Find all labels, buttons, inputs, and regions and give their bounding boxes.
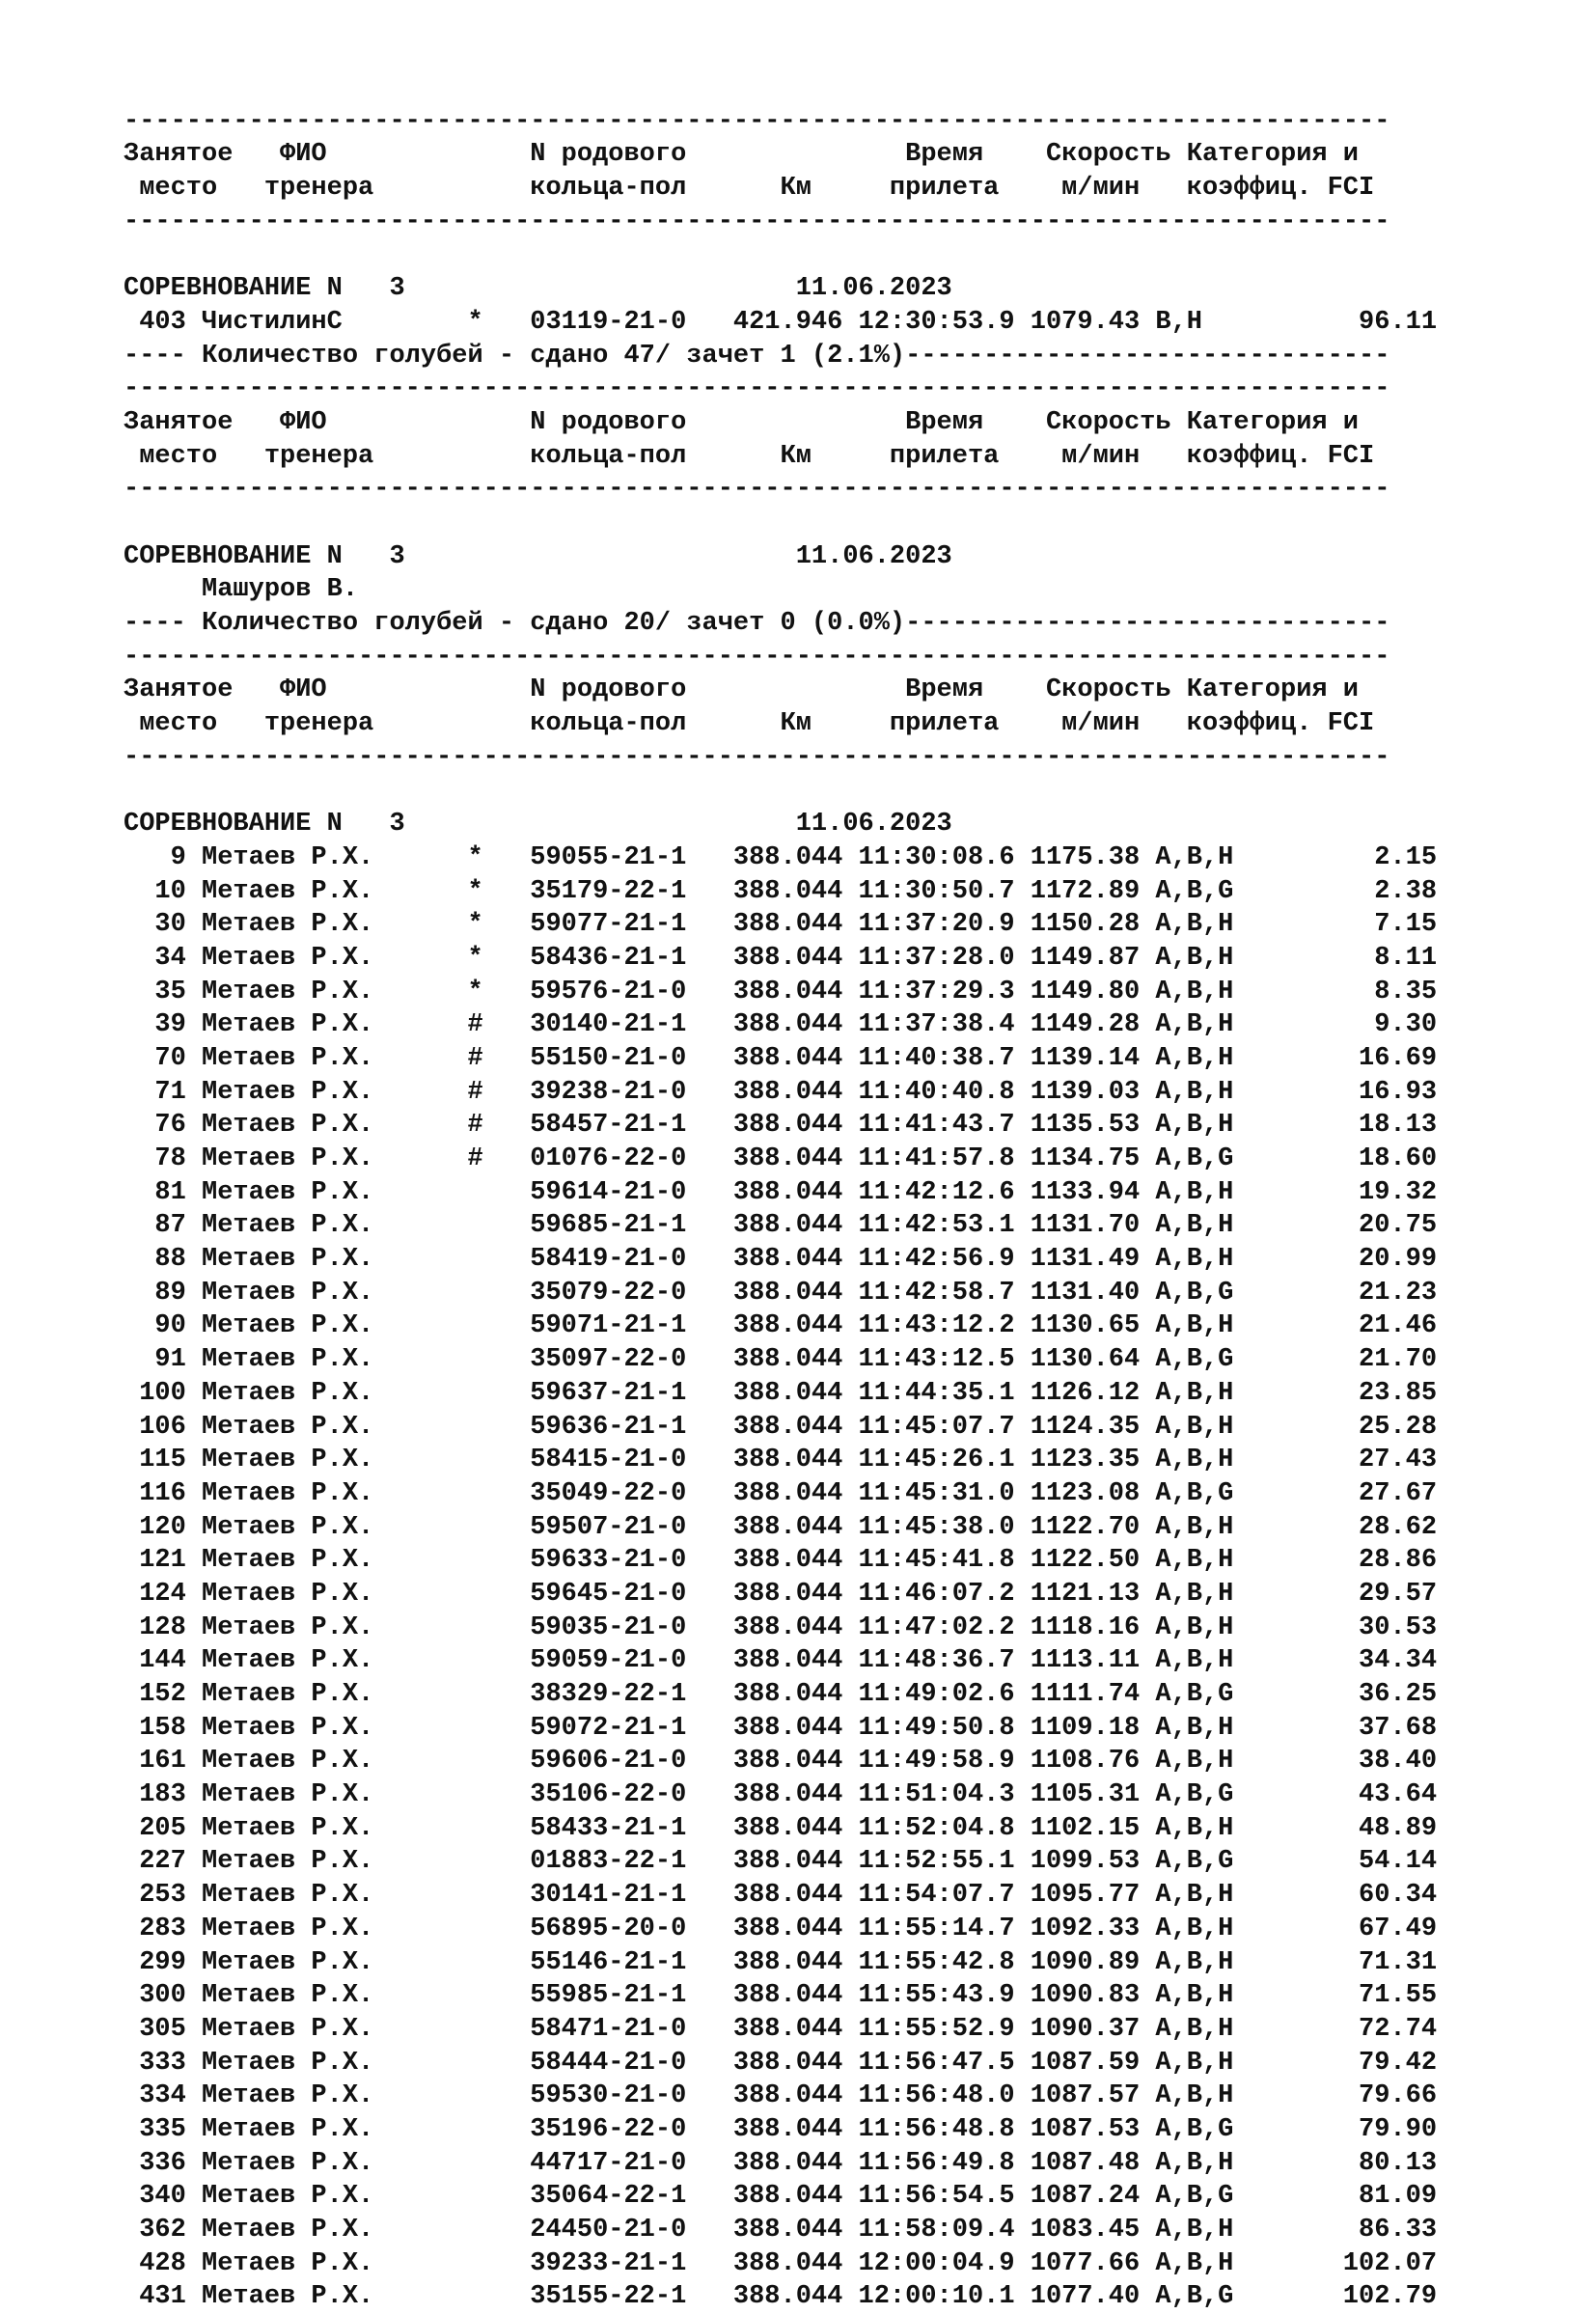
result-row: 299 Метаев Р.Х. 55146-21-1 388.044 11:55:42.8 1090.89 A,B,H 71.31	[124, 1947, 1438, 1977]
result-row: 89 Метаев Р.Х. 35079-22-0 388.044 11:42:58.7 1131.40 A,B,G 21.23	[124, 1278, 1438, 1308]
result-row: 121 Метаев Р.Х. 59633-21-0 388.044 11:45:41.8 1122.50 A,B,H 28.86	[124, 1546, 1438, 1576]
result-row: 115 Метаев Р.Х. 58415-21-0 388.044 11:45:26.1 1123.35 A,B,H 27.43	[124, 1446, 1438, 1475]
result-row: 305 Метаев Р.Х. 58471-21-0 388.044 11:55:52.9 1090.37 A,B,H 72.74	[124, 2014, 1438, 2044]
separator-line: ---------------------------------------------------------------------------------	[124, 642, 1390, 672]
result-row: 34 Метаев Р.Х. * 58436-21-1 388.044 11:37:28.0 1149.87 A,B,H 8.11	[124, 943, 1438, 973]
separator-line: ---------------------------------------------------------------------------------	[124, 742, 1390, 772]
column-header-line-2: место тренера кольца-пол Км прилета м/мин коэффиц. FCI	[124, 441, 1375, 471]
result-row: 76 Метаев Р.Х. # 58457-21-1 388.044 11:41:43.7 1135.53 A,B,H 18.13	[124, 1111, 1438, 1141]
result-row: 205 Метаев Р.Х. 58433-21-1 388.044 11:52:04.8 1102.15 A,B,H 48.89	[124, 1813, 1438, 1843]
result-row: 152 Метаев Р.Х. 38329-22-1 388.044 11:49:02.6 1111.74 A,B,G 36.25	[124, 1680, 1438, 1709]
result-row: 333 Метаев Р.Х. 58444-21-0 388.044 11:56:47.5 1087.59 A,B,H 79.42	[124, 2048, 1438, 2078]
result-row: 340 Метаев Р.Х. 35064-22-1 388.044 11:56:54.5 1087.24 A,B,G 81.09	[124, 2182, 1438, 2212]
result-row: 9 Метаев Р.Х. * 59055-21-1 388.044 11:30:08.6 1175.38 A,B,H 2.15	[124, 842, 1438, 872]
section-summary: ---- Количество голубей - сдано 20/ зачет 0 (0.0%)-------------------------------	[124, 609, 1390, 638]
result-row: 120 Метаев Р.Х. 59507-21-0 388.044 11:45:38.0 1122.70 A,B,H 28.62	[124, 1512, 1438, 1542]
result-row: 78 Метаев Р.Х. # 01076-22-0 388.044 11:41:57.8 1134.75 A,B,G 18.60	[124, 1144, 1438, 1173]
result-row: 403 ЧистилинС * 03119-21-0 421.946 12:30:53.9 1079.43 B,H 96.11	[124, 307, 1438, 337]
result-row: 88 Метаев Р.Х. 58419-21-0 388.044 11:42:56.9 1131.49 A,B,H 20.99	[124, 1245, 1438, 1275]
separator-line: ---------------------------------------------------------------------------------	[124, 207, 1390, 236]
result-row: 227 Метаев Р.Х. 01883-22-1 388.044 11:52:55.1 1099.53 A,B,G 54.14	[124, 1847, 1438, 1877]
competition-title: СОРЕВНОВАНИЕ N 3 11.06.2023	[124, 810, 952, 840]
blank-line	[124, 774, 1437, 808]
competition-title: СОРЕВНОВАНИЕ N 3 11.06.2023	[124, 274, 952, 304]
competition-title: СОРЕВНОВАНИЕ N 3 11.06.2023	[124, 541, 952, 571]
separator-line: ---------------------------------------------------------------------------------	[124, 106, 1390, 136]
result-row: 183 Метаев Р.Х. 35106-22-0 388.044 11:51:04.3 1105.31 A,B,G 43.64	[124, 1780, 1438, 1810]
result-row: 39 Метаев Р.Х. # 30140-21-1 388.044 11:37:38.4 1149.28 A,B,H 9.30	[124, 1010, 1438, 1040]
result-row: 161 Метаев Р.Х. 59606-21-0 388.044 11:49:58.9 1108.76 A,B,H 38.40	[124, 1747, 1438, 1777]
result-row: 253 Метаев Р.Х. 30141-21-1 388.044 11:54:07.7 1095.77 A,B,H 60.34	[124, 1881, 1438, 1911]
result-row: 70 Метаев Р.Х. # 55150-21-0 388.044 11:40:38.7 1139.14 A,B,H 16.69	[124, 1043, 1438, 1073]
column-header-line-2: место тренера кольца-пол Км прилета м/мин коэффиц. FCI	[124, 174, 1375, 204]
result-row: 158 Метаев Р.Х. 59072-21-1 388.044 11:49:50.8 1109.18 A,B,H 37.68	[124, 1713, 1438, 1743]
result-row: 10 Метаев Р.Х. * 35179-22-1 388.044 11:30:50.7 1172.89 A,B,G 2.38	[124, 876, 1438, 906]
blank-line	[124, 71, 1437, 105]
column-header-line-1: Занятое ФИО N родового Время Скорость Категория и	[124, 140, 1360, 170]
result-row: 128 Метаев Р.Х. 59035-21-0 388.044 11:47:02.2 1118.16 A,B,H 30.53	[124, 1612, 1438, 1642]
result-row: 124 Метаев Р.Х. 59645-21-0 388.044 11:46:07.2 1121.13 A,B,H 29.57	[124, 1579, 1438, 1609]
result-row: 30 Метаев Р.Х. * 59077-21-1 388.044 11:37:20.9 1150.28 A,B,H 7.15	[124, 910, 1438, 940]
separator-line: ---------------------------------------------------------------------------------	[124, 475, 1390, 505]
result-row: 428 Метаев Р.Х. 39233-21-1 388.044 12:00:04.9 1077.66 A,B,H 102.07	[124, 2248, 1438, 2278]
race-results-report	[124, 71, 1437, 2314]
result-row: 106 Метаев Р.Х. 59636-21-1 388.044 11:45:07.7 1124.35 A,B,H 25.28	[124, 1412, 1438, 1442]
result-row: Машуров В.	[124, 575, 359, 605]
result-row: 81 Метаев Р.Х. 59614-21-0 388.044 11:42:12.6 1133.94 A,B,H 19.32	[124, 1177, 1438, 1207]
column-header-line-2: место тренера кольца-пол Км прилета м/мин коэффиц. FCI	[124, 709, 1375, 739]
blank-line	[124, 238, 1437, 272]
result-row: 431 Метаев Р.Х. 35155-22-1 388.044 12:00:10.1 1077.40 A,B,G 102.79	[124, 2282, 1438, 2312]
column-header-line-1: Занятое ФИО N родового Время Скорость Категория и	[124, 407, 1360, 437]
result-row: 91 Метаев Р.Х. 35097-22-0 388.044 11:43:12.5 1130.64 A,B,G 21.70	[124, 1345, 1438, 1375]
section-summary: ---- Количество голубей - сдано 47/ зачет 1 (2.1%)-------------------------------	[124, 341, 1390, 371]
result-row: 334 Метаев Р.Х. 59530-21-0 388.044 11:56:48.0 1087.57 A,B,H 79.66	[124, 2081, 1438, 2111]
result-row: 300 Метаев Р.Х. 55985-21-1 388.044 11:55:43.9 1090.83 A,B,H 71.55	[124, 1981, 1438, 2011]
result-row: 100 Метаев Р.Х. 59637-21-1 388.044 11:44:35.1 1126.12 A,B,H 23.85	[124, 1378, 1438, 1408]
blank-line	[124, 507, 1437, 540]
result-row: 283 Метаев Р.Х. 56895-20-0 388.044 11:55:14.7 1092.33 A,B,H 67.49	[124, 1914, 1438, 1943]
result-row: 35 Метаев Р.Х. * 59576-21-0 388.044 11:37:29.3 1149.80 A,B,H 8.35	[124, 977, 1438, 1006]
result-row: 144 Метаев Р.Х. 59059-21-0 388.044 11:48:36.7 1113.11 A,B,H 34.34	[124, 1646, 1438, 1676]
result-row: 116 Метаев Р.Х. 35049-22-0 388.044 11:45:31.0 1123.08 A,B,G 27.67	[124, 1478, 1438, 1508]
result-row: 362 Метаев Р.Х. 24450-21-0 388.044 11:58:09.4 1083.45 A,B,H 86.33	[124, 2216, 1438, 2245]
result-row: 90 Метаев Р.Х. 59071-21-1 388.044 11:43:12.2 1130.65 A,B,H 21.46	[124, 1311, 1438, 1341]
result-row: 336 Метаев Р.Х. 44717-21-0 388.044 11:56:49.8 1087.48 A,B,H 80.13	[124, 2148, 1438, 2178]
result-row: 335 Метаев Р.Х. 35196-22-0 388.044 11:56:48.8 1087.53 A,B,G 79.90	[124, 2114, 1438, 2144]
result-row: 87 Метаев Р.Х. 59685-21-1 388.044 11:42:53.1 1131.70 A,B,H 20.75	[124, 1211, 1438, 1241]
column-header-line-1: Занятое ФИО N родового Время Скорость Категория и	[124, 675, 1360, 705]
separator-line: ---------------------------------------------------------------------------------	[124, 374, 1390, 404]
result-row: 71 Метаев Р.Х. # 39238-21-0 388.044 11:40:40.8 1139.03 A,B,H 16.93	[124, 1077, 1438, 1107]
